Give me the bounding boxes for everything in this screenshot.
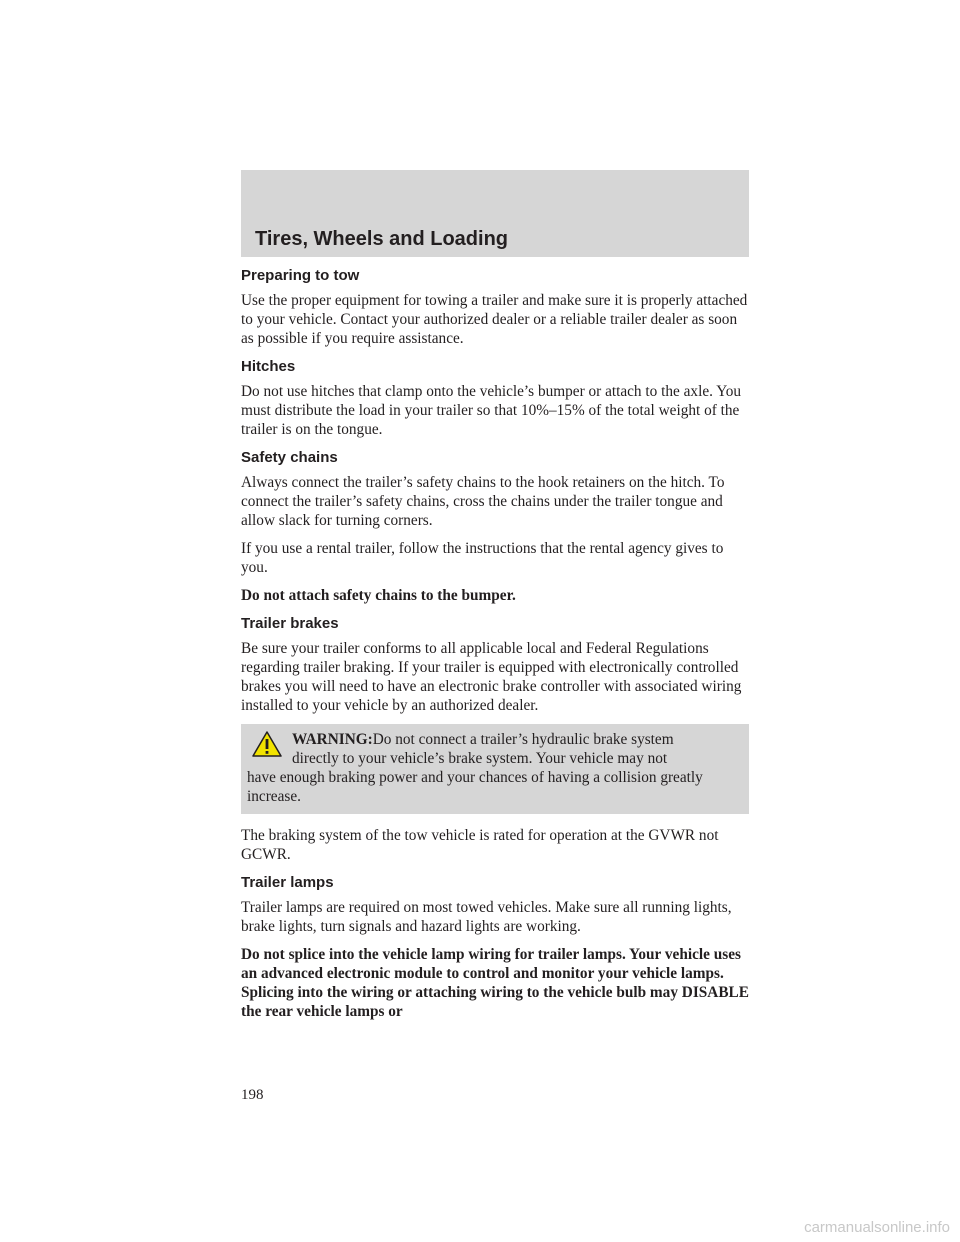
page-content [241,266,749,1030]
paragraph-hitches: Do not use hitches that clamp onto the vehicle’s bumper or attach to the axle. You must distribute the load in your trailer so that 10%–15% of the total weight of the trailer is on the tongue. [241,383,742,438]
heading-hitches: Hitches [241,358,296,375]
paragraph-trailer-lamps: Trailer lamps are required on most towed vehicles. Make sure all running lights, brake lights, turn signals and hazard lights are working. [241,899,732,935]
warning-label: WARNING: [292,731,373,748]
section-header-band [241,170,749,257]
paragraph-trailer-brakes: Be sure your trailer conforms to all applicable local and Federal Regulations regarding trailer braking. If your trailer is equipped with electronically controlled brakes you will need to have an electronic brake controller with associated wiring installed to your vehicle by an authorized dealer. [241,640,742,714]
watermark: carmanualsonline.info [804,1219,950,1236]
heading-preparing-to-tow: Preparing to tow [241,267,360,284]
paragraph-safety-chains-2: If you use a rental trailer, follow the instructions that the rental agency gives to you. [241,540,724,576]
note-safety-chains: Do not attach safety chains to the bumper. [241,587,516,604]
paragraph-preparing-to-tow: Use the proper equipment for towing a trailer and make sure it is properly attached to your vehicle. Contact your authorized dealer or a reliable trailer dealer as soon as possible if you require assistance. [241,292,748,347]
warning-line-2: directly to your vehicle’s brake system. Your vehicle may not [292,750,668,767]
note-trailer-lamps: Do not splice into the vehicle lamp wiring for trailer lamps. Your vehicle uses an advanced electronic module to control and monitor your vehicle lamps. Splicing into the wiring or attaching wiring to the vehicle bulb may DISABLE the rear vehicle lamps or [241,946,749,1020]
warning-text [247,730,743,806]
warning-rest: have enough braking power and your chances of having a collision greatly increase. [247,769,703,805]
page-number: 198 [241,1087,264,1103]
heading-trailer-brakes: Trailer brakes [241,615,339,632]
paragraph-safety-chains-1: Always connect the trailer’s safety chains to the hook retainers on the hitch. To connect the trailer’s safety chains, cross the chains under the trailer tongue and allow slack for turning corners. [241,474,725,529]
warning-line-1-text: Do not connect a trailer’s hydraulic brake system [372,731,674,748]
warning-triangle-icon [251,730,283,758]
heading-safety-chains: Safety chains [241,449,338,466]
warning-box [241,724,749,814]
section-title: Tires, Wheels and Loading [255,228,509,250]
warning-line-1 [247,730,743,749]
paragraph-braking-system: The braking system of the tow vehicle is rated for operation at the GVWR not GCWR. [241,827,719,863]
heading-trailer-lamps: Trailer lamps [241,874,334,891]
